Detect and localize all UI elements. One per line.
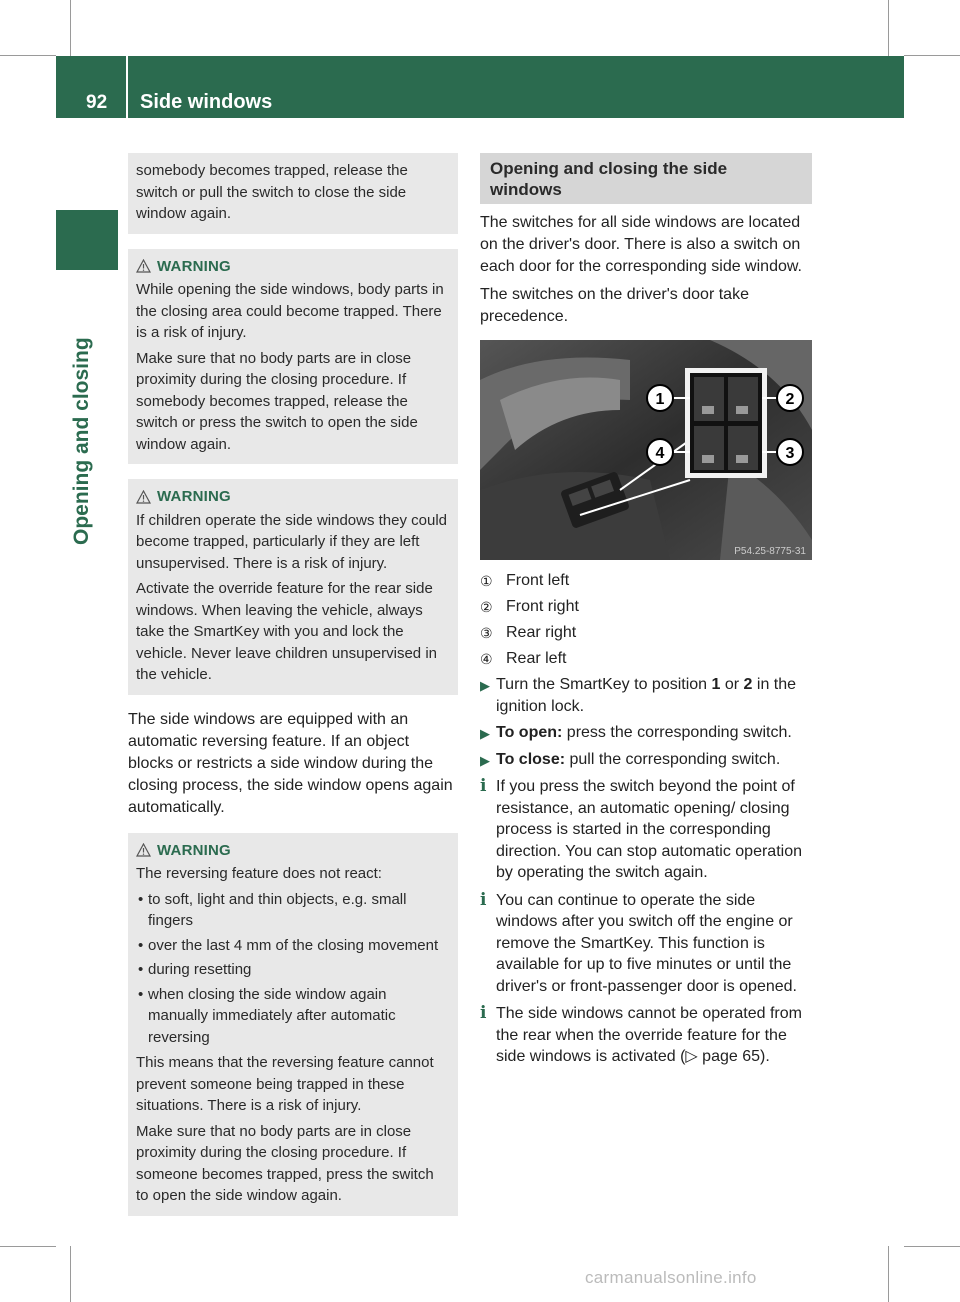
legend-item: ① Front left <box>480 572 570 589</box>
body-paragraph: The switches for all side windows are located on the driver's door. There is also a switch on each door for the corresponding side window. <box>480 214 802 275</box>
instruction-step: ▶ To close: pull the corresponding switch. <box>480 749 812 772</box>
svg-text:4: 4 <box>655 445 665 462</box>
info-icon: i <box>480 776 487 796</box>
warning-triangle-icon <box>136 490 151 504</box>
right-column <box>480 153 812 1074</box>
instruction-step: ▶ Turn the SmartKey to position 1 or 2 in the ignition lock. <box>480 674 812 718</box>
page-title: Side windows <box>140 91 273 113</box>
legend-item: ④ Rear left <box>480 650 567 667</box>
chapter-label: Opening and closing <box>70 337 93 545</box>
crop-mark <box>904 1246 960 1247</box>
warning-text: Make sure that no body parts are in close proximity during the closing procedure. If someone becomes trapped, press the switch to open the side window again. <box>136 1122 434 1204</box>
continuation-text: somebody becomes trapped, release the switch or pull the switch to close the side window again. <box>136 162 408 222</box>
warning-box-1 <box>128 249 458 465</box>
photo-code: P54.25-8775-31 <box>734 546 806 557</box>
legend-item: ② Front right <box>480 598 579 615</box>
body-paragraph: The switches on the driver's door take precedence. <box>480 286 749 325</box>
callout-1 <box>647 385 673 411</box>
crop-mark <box>70 1246 71 1302</box>
crop-mark <box>904 55 960 56</box>
info-icon: i <box>480 1003 487 1023</box>
callout-3 <box>777 439 803 465</box>
callout-2 <box>777 385 803 411</box>
warning-text: This means that the reversing feature cannot prevent someone being trapped in these situations. There is a risk of injury. <box>136 1054 434 1114</box>
warning-text: Activate the override feature for the rear side windows. When leaving the vehicle, always take the SmartKey with you and lock the vehicle. Never leave children unsupervised in the vehicle. <box>136 580 437 683</box>
callout-4 <box>647 439 673 465</box>
bullet-list <box>136 889 450 1049</box>
list-item: • to soft, light and thin objects, e.g. small fingers <box>136 889 450 932</box>
list-item: • during resetting <box>136 959 450 981</box>
crop-mark <box>0 1246 56 1247</box>
body-paragraph: The side windows are equipped with an automatic reversing feature. If an object blocks or restricts a side window during the closing process, the side window opens again automatically. <box>128 710 453 816</box>
info-note: i The side windows cannot be operated from the rear when the override feature for the side windows is activated (▷ page 65). <box>480 1003 812 1068</box>
warning-text: The reversing feature does not react: <box>136 865 382 882</box>
left-column <box>128 153 458 1216</box>
step-arrow-icon: ▶ <box>480 726 490 741</box>
list-item: • over the last 4 mm of the closing movement <box>136 935 450 957</box>
crop-mark <box>888 0 889 56</box>
door-switch-photo <box>480 340 812 560</box>
step-arrow-icon: ▶ <box>480 678 490 693</box>
svg-text:3: 3 <box>785 445 795 462</box>
door-panel-illustration <box>480 340 812 560</box>
header-divider <box>126 56 128 118</box>
warning-label: WARNING <box>157 488 231 505</box>
warning-text: While opening the side windows, body parts in the closing area could become trapped. There is a risk of injury. <box>136 281 444 341</box>
instruction-step: ▶ To open: press the corresponding switch. <box>480 722 812 745</box>
svg-text:2: 2 <box>785 391 795 408</box>
svg-text:1: 1 <box>655 391 665 408</box>
warning-text: Make sure that no body parts are in close proximity during the closing procedure. If somebody becomes trapped, release the switch or press the switch to open the side window again. <box>136 349 418 453</box>
crop-mark <box>70 0 71 56</box>
list-item: • when closing the side window again manually immediately after automatic reversing <box>136 984 450 1049</box>
watermark: carmanualsonline.info <box>585 1268 757 1287</box>
info-note: i You can continue to operate the side windows after you switch off the engine or remove the SmartKey. This function is available for up to five minutes or until the driver's or front-passenger door is opened. <box>480 890 812 998</box>
page-reference[interactable]: page 65). <box>697 1048 770 1065</box>
warning-box-3 <box>128 833 458 1216</box>
page-number: 92 <box>86 92 108 113</box>
warning-label: WARNING <box>157 841 231 859</box>
warning-triangle-icon <box>136 259 151 273</box>
warning-text: If children operate the side windows they could become trapped, particularly if they are left unsupervised. There is a risk of injury. <box>136 511 448 572</box>
warning-triangle-icon <box>136 843 151 857</box>
crop-mark <box>0 55 56 56</box>
page-ref-arrow-icon: ▷ <box>685 1048 698 1065</box>
warning-continuation <box>128 153 458 234</box>
warning-label: WARNING <box>157 257 231 275</box>
step-arrow-icon: ▶ <box>480 753 490 768</box>
section-title: Opening and closing the side windows <box>480 153 812 204</box>
info-icon: i <box>480 889 487 910</box>
warning-box-2 <box>128 479 458 695</box>
info-note: i If you press the switch beyond the point of resistance, an automatic opening/ closing process is started in the corresponding direction. You can stop automatic operation by operating the switch again. <box>480 776 812 884</box>
legend-item: ③ Rear right <box>480 624 577 641</box>
crop-mark <box>888 1246 889 1302</box>
